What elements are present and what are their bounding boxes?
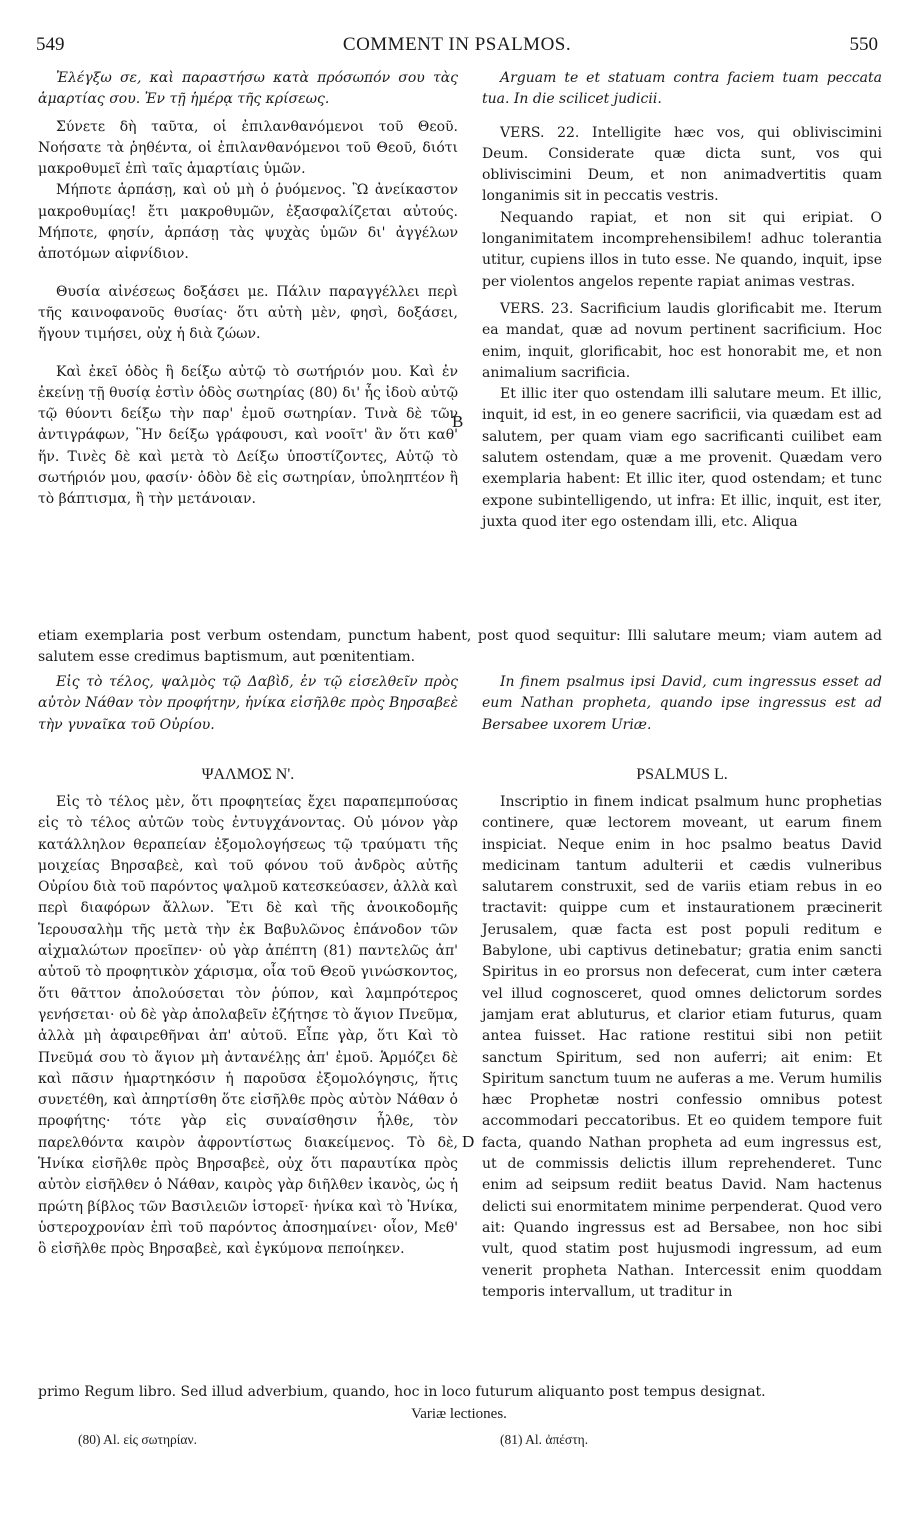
footnote-81: (81) Al. ἀπέστη. [500,1432,589,1447]
latin-paragraph: Arguam te et statuam contra faciem tuam peccata tua. In die scilicet judicii. [482,70,882,108]
variae-lectiones-title: Variæ lectiones. [411,1406,507,1422]
greek-paragraph: Σύνετε δὴ ταῦτα, οἱ ἐπιλανθανόμενοι τοῦ Θεοῦ. Νοήσατε τὰ ῥηθέντα, οἱ ἐπιλανθανόμενοι τοῦ Θεοῦ, διότι μακροθυμεῖ ἐπὶ ταῖς ἁμαρτίαις ὑμῶν. [38,118,458,178]
latin-paragraph: VERS. 22. Intelligite hæc vos, qui obliviscimini Deum. Considerate quæ dicta sunt, vos qui obliviscimini Deum, et non animadvertitis quam longanimis sit in peccatis vestris. [482,124,882,205]
latin-column-bottom [482,792,882,1303]
greek-paragraph: Μήποτε ἁρπάσῃ, καὶ οὐ μὴ ὁ ῥυόμενος. Ὢ ἀνείκαστον μακροθυμίας! ἔτι μακροθυμῶν, ἐξασφαλίζεται αὐτούς. Μήποτε, φησίν, ἁρπάσῃ τὰς ψυχὰς ὑμῶν δι' ἀγγέλων ἀποτόμων αἰφνίδιον. [38,182,458,263]
page-number-right: 550 [849,34,878,55]
margin-letter-d: D [462,1132,475,1151]
latin-inscription [482,672,882,736]
greek-inscription [38,672,458,736]
greek-paragraph: Καὶ ἐκεῖ ὁδὸς ἣ δείξω αὐτῷ τὸ σωτήριόν μου. Καὶ ἐν ἐκείνῃ τῇ θυσίᾳ ἐστὶν ὁδὸς σωτηρίας (80) δι' ἧς ἰδοὺ αὐτῷ τῷ θύοντι δείξω τὴν παρ' ἐμοῦ σωτηρίαν. Τινὰ δὲ τῶν ἀντιγράφων, Ἣν δείξω γράφουσι, καὶ νοοῖτ' ἂν ὅτι καθ' ἥν. Τινὲς δὲ καὶ μετὰ τὸ Δείξω ὑποστίζοντες, Αὐτῷ τὸ σωτήριόν μου, φασίν· ὁδὸν δὲ εἰς σωτηρίαν, ὑποληπτέον ἢ τὸ βάπτισμα, ἢ τὴν μετάνοιαν. [38,363,458,508]
latin-commentary: Inscriptio in finem indicat psalmum hunc prophetias continere, quæ lectorem moveant, ut earum finem inspiciat. Neque enim in hoc psalmo beatus David medicinam tantum adulterii et cædis vulneribus salutarem construxit, sed de variis etiam rebus in eo tractavit: quippe cum et instaurationem præcinerit Jerusalem, quæ facta est post populi reditum e Babylone, ubi captivus detinebatur; gratia enim sancti Spiritus in eo prorsus non defecerat, cum inter cætera vel illud cognosceret, quod omnes delictorum sordes jamjam erat abluturus, et clarior etiam futurus, quam antea fuisset. Hac ratione restitui sibi non petiit sanctum Spiritum, sed non auferri; ait enim: Et Spiritum sanctum tuum ne auferas a me. Verum humilis hæc Prophetæ nostri confessio omnibus potest accommodari peccatoribus. Et eo quidem tempore fuit facta, quando Nathan propheta ad eum ingressus est, ut de commissis delictis illum reprehenderet. Tunc enim ad seipsum rediit beatus David. Nam hactenus delicti sui enormitatem minime perpenderat. Quod vero ait: Quando ingressus est ad Bersabee, non hoc sibi vult, quod statim post hujusmodi ingressum, ad eum venerit propheta Nathan. Intercessit enim quoddam temporis intervallum, ut traditur in [482,794,882,1300]
running-title: COMMENT IN PSALMOS. [342,34,572,55]
greek-commentary: Εἰς τὸ τέλος μὲν, ὅτι προφητείας ἔχει παραπεμπούσας εἰς τὸ τέλος αὐτῶν τοὺς ἐντυγχάνοντας. Οὐ μόνον γὰρ κατάλληλον θεραπείαν ἐξομολογήσεως τῷ τραύματι τῆς μοιχείας Βηρσαβεὲ, καὶ τοῦ φόνου τοῦ ἀνδρὸς αὐτῆς Οὐρίου διὰ τοῦ παρόντος ψαλμοῦ κατεσκεύασεν, ἀλλὰ καὶ περὶ διαφόρων ἄλλων. Ἔτι δὲ καὶ τῆς ἀνοικοδομῆς Ἱερουσαλὴμ τῆς μετὰ τὴν ἐκ Βαβυλῶνος ἐπάνοδον τῶν αἰχμαλώτων προεῖπεν· οὐ γὰρ ἀπέπτη (81) παντελῶς ἀπ' αὐτοῦ τὸ προφητικὸν χάρισμα, οἷα τοῦ Θεοῦ γινώσκοντος, ὅτι θᾶττον ἀπολούσεται τὸν ῥύπον, καὶ λαμπρότερος γενήσεται· οὐ δὲ γὰρ ἀπολαβεῖν ἐζήτησε τὸ ἅγιον Πνεῦμα, ἀλλὰ μὴ ἀφαιρεθῆναι ἀπ' αὐτοῦ. Εἶπε γὰρ, ὅτι Καὶ τὸ Πνεῦμά σου τὸ ἅγιον μὴ ἀντανέλῃς ἀπ' ἐμοῦ. Ἁρμόζει δὲ καὶ πᾶσιν ἡμαρτηκόσιν ἡ παροῦσα ἐξομολόγησις, ἥτις συνετέθη, καὶ ἀπηρτίσθη ὅτε εἰσῆλθε πρὸς αὐτὸν Νάθαν ὁ προφήτης· τότε γὰρ εἰς συναίσθησιν ἦλθε, τὸν παρελθόντα καιρὸν ἀφροντίστως διακείμενος. Τὸ δὲ, Ἡνίκα εἰσῆλθε πρὸς Βηρσαβεὲ, οὐχ ὅτι παραυτίκα πρὸς αὐτὸν εἰσῆλθεν ὁ Νάθαν, καιρὸς γὰρ διῆλθεν ἱκανὸς, ὡς ἡ πρώτη βίβλος τῶν Βασιλειῶν ἱστορεῖ· ἡνίκα καὶ τὸ Ἡνίκα, ὑστεροχρονίαν ἐπὶ τοῦ παρόντος ἀποσημαίνει· οἷον, Μεθ' ὃ εἰσῆλθε πρὸς Βηρσαβεὲ, καὶ ἐγκύμονα πεποίηκεν. [38,794,458,1258]
footnote-80: (80) Al. εἰς σωτηρίαν. [78,1432,197,1447]
page-number-left: 549 [36,34,65,55]
continuation-text: etiam exemplaria post verbum ostendam, punctum habent, post quod sequitur: Illi salutare meum; viam autem ad salutem esse credimus baptismum, aut pœnitentiam. [38,628,882,665]
latin-paragraph: Nequando rapiat, et non sit qui eripiat. O longanimitatem incomprehensibilem! adhuc tolerantia utitur, cupiens illos in tuto esse. Ne quando, inquit, ipse per violentos angelos repente rapiat animas vestras. [482,209,882,290]
latin-column-top [482,68,882,533]
latin-psalm-heading: PSALMUS L. [636,766,728,783]
greek-paragraph: Ἐλέγξω σε, καὶ παραστήσω κατὰ πρόσωπόν σου τὰς ἁμαρτίας σου. Ἐν τῇ ἡμέρᾳ τῆς κρίσεως. [38,70,458,108]
greek-inscription-text: Εἰς τὸ τέλος, ψαλμὸς τῷ Δαβὶδ, ἐν τῷ εἰσελθεῖν πρὸς αὐτὸν Νάθαν τὸν προφήτην, ἡνίκα εἰσῆλθε πρὸς Βηρσαβεὲ τὴν γυναῖκα τοῦ Οὐρίου. [38,674,458,733]
ending-text: primo Regum libro. Sed illud adverbium, quando, hoc in loco futurum aliquanto post tempus designat. [38,1384,766,1400]
latin-paragraph: VERS. 23. Sacrificium laudis glorificabit me. Iterum ea mandat, quæ ad novum pertinent sacrificium. Hoc enim, inquit, glorificabit, hoc est honorabit me, et non animalium sacrificia. [482,300,882,381]
greek-column-top [38,68,458,511]
greek-psalm-heading: ΨΑΛΜΟΣ Ν'. [201,766,295,783]
page-header [36,34,878,60]
latin-paragraph: Et illic iter quo ostendam illi salutare meum. Et illic, inquit, id est, in eo genere sacrificii, via quædam est ad salutem, per quam viam ego sacrificanti cuilibet eam salutem ostendam, quæ a me provenit. Quædam vero exemplaria habent: Et illic iter, quod ostendam; et tunc expone subintelligendo, ut infra: Et illic, inquit, est iter, juxta quod iter ego ostendam illi, etc. Aliqua [482,386,882,530]
margin-letter-b: B [452,412,464,431]
greek-paragraph: Θυσία αἰνέσεως δοξάσει με. Πάλιν παραγγέλλει περὶ τῆς καινοφανοῦς θυσίας· ὅτι αὐτὴ μὲν, φησὶ, δοξάσει, ἤγουν τιμήσει, οὐχ ἡ διὰ ζώων. [38,283,458,343]
full-width-continuation [38,626,882,668]
greek-column-bottom [38,792,458,1261]
latin-inscription-text: In finem psalmus ipsi David, cum ingressus esset ad eum Nathan propheta, quando ipse ingressus est ad Bersabee uxorem Uriæ. [482,674,882,733]
full-width-ending [38,1382,882,1403]
